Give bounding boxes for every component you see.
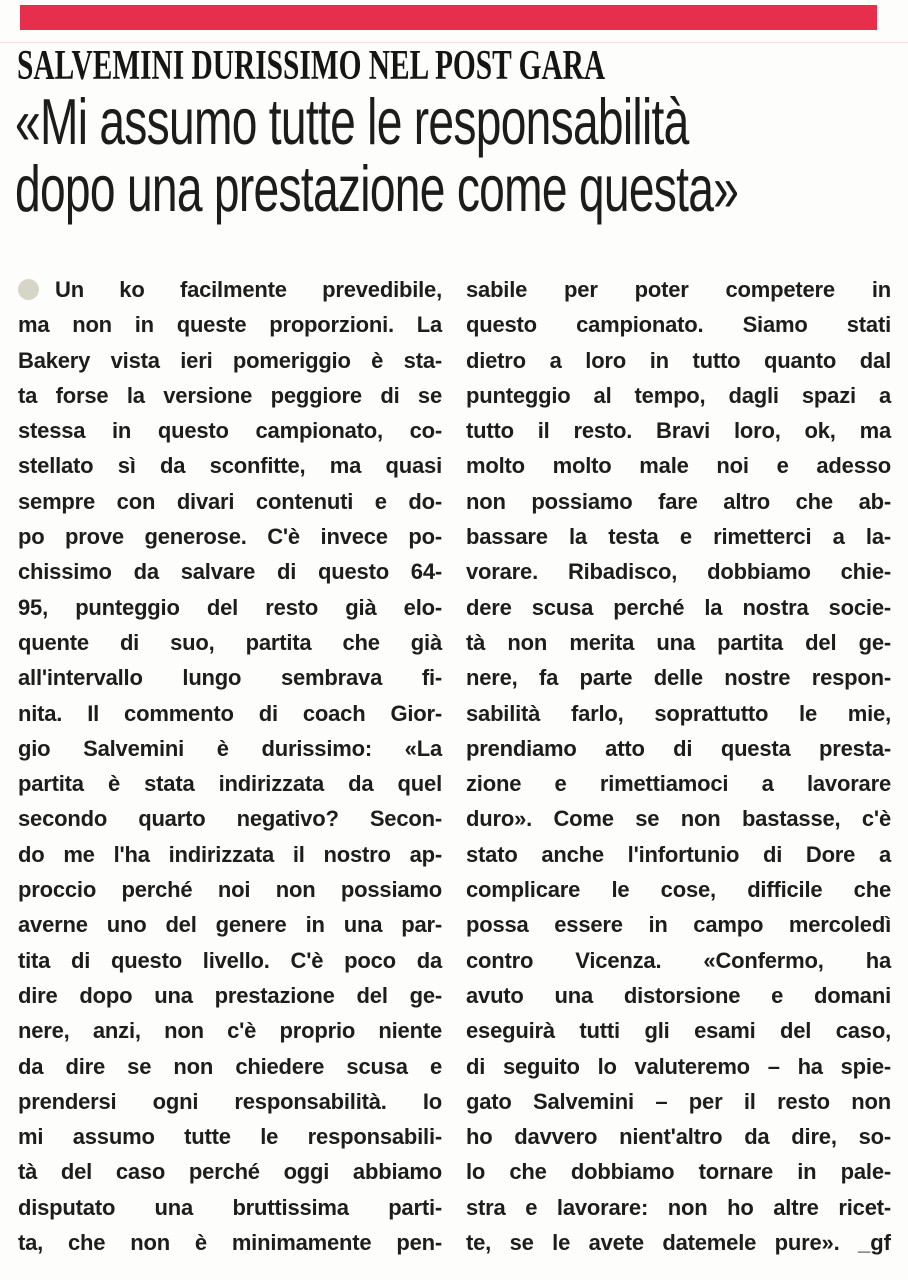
body-line: di seguito lo valuteremo – ha spie- (466, 1053, 891, 1079)
main-headline-line-1: «Mi assumo tutte le responsabilità (15, 85, 689, 158)
body-line: zione e rimettiamoci a lavorare (466, 771, 891, 797)
body-line: contro Vicenza. «Confermo, ha (466, 947, 891, 973)
body-line: secondo quarto negativo? Secon- (18, 806, 442, 832)
body-line: partita è stata indirizzata da quel (18, 771, 442, 797)
body-line: questo campionato. Siamo stati (466, 312, 891, 338)
kicker-headline: SALVEMINI DURISSIMO NEL POST GARA (17, 43, 606, 89)
body-line: nere, fa parte delle nostre respon- (466, 665, 891, 691)
body-line: all'intervallo lungo sembrava fi- (18, 665, 442, 691)
body-line: tutto il resto. Bravi loro, ok, ma (466, 418, 891, 444)
top-red-bar (20, 5, 877, 30)
body-line: chissimo da salvare di questo 64- (18, 559, 442, 585)
body-line: 95, punteggio del resto già elo- (18, 594, 442, 620)
body-line: prendersi ogni responsabilità. Io (18, 1088, 442, 1114)
main-headline-line-2: dopo una prestazione come questa» (15, 152, 739, 225)
body-line: nere, anzi, non c'è proprio niente (18, 1018, 442, 1044)
body-line: te, se le avete datemele pure». _gf (466, 1230, 891, 1256)
body-line: da dire se non chiedere scusa e (18, 1053, 442, 1079)
body-line: bassare la testa e rimetterci a la- (466, 524, 891, 550)
body-line: possa essere in campo mercoledì (466, 912, 891, 938)
body-line: Bakery vista ieri pomeriggio è sta- (18, 347, 442, 373)
body-line: prendiamo atto di questa presta- (466, 735, 891, 761)
body-line: proccio perché noi non possiamo (18, 877, 442, 903)
body-line: tà non merita una partita del ge- (466, 629, 891, 655)
body-line: do me l'ha indirizzata il nostro ap- (18, 841, 442, 867)
body-line: averne uno del genere in una par- (18, 912, 442, 938)
body-line: Un ko facilmente prevedibile, (18, 272, 442, 307)
body-line: ta, che non è minimamente pen- (18, 1230, 442, 1256)
body-line: eseguirà tutti gli esami del caso, (466, 1018, 891, 1044)
body-line: dire dopo una prestazione del ge- (18, 982, 442, 1008)
body-line: stato anche l'infortunio di Dore a (466, 841, 891, 867)
body-line: punteggio al tempo, dagli spazi a (466, 382, 891, 408)
article-column-left (18, 272, 442, 1260)
body-line: ho davvero nient'altro da dire, so- (466, 1124, 891, 1150)
main-headline (15, 85, 739, 225)
body-line: quente di suo, partita che già (18, 629, 442, 655)
body-line: molto molto male noi e adesso (466, 453, 891, 479)
body-line: disputato una bruttissima parti- (18, 1194, 442, 1220)
body-line: dere scusa perché la nostra socie- (466, 594, 891, 620)
body-line: sabile per poter competere in (466, 277, 891, 302)
body-line: stra e lavorare: non ho altre ricet- (466, 1194, 891, 1220)
author-initials: _gf (858, 1230, 891, 1256)
body-line: gato Salvemini – per il resto non (466, 1088, 891, 1114)
body-line: sabilità farlo, soprattutto le mie, (466, 700, 891, 726)
lead-bullet-icon (18, 279, 39, 300)
body-line: nita. Il commento di coach Gior- (18, 700, 442, 726)
body-line: mi assumo tutte le responsabili- (18, 1124, 442, 1150)
body-line: lo che dobbiamo tornare in pale- (466, 1159, 891, 1185)
body-line: gio Salvemini è durissimo: «La (18, 735, 442, 761)
body-line: complicare le cose, difficile che (466, 877, 891, 903)
body-line: po prove generose. C'è invece po- (18, 524, 442, 550)
body-line: duro». Come se non bastasse, c'è (466, 806, 891, 832)
body-line: dietro a loro in tutto quanto dal (466, 347, 891, 373)
body-line: ta forse la versione peggiore di se (18, 382, 442, 408)
body-line: stessa in questo campionato, co- (18, 418, 442, 444)
article-column-right (466, 272, 891, 1260)
body-line: stellato sì da sconfitte, ma quasi (18, 453, 442, 479)
body-line: tà del caso perché oggi abbiamo (18, 1159, 442, 1185)
body-line: non possiamo fare altro che ab- (466, 488, 891, 514)
body-line: sempre con divari contenuti e do- (18, 488, 442, 514)
body-line: avuto una distorsione e domani (466, 982, 891, 1008)
body-line: vorare. Ribadisco, dobbiamo chie- (466, 559, 891, 585)
body-line: tita di questo livello. C'è poco da (18, 947, 442, 973)
body-line: ma non in queste proporzioni. La (18, 312, 442, 338)
